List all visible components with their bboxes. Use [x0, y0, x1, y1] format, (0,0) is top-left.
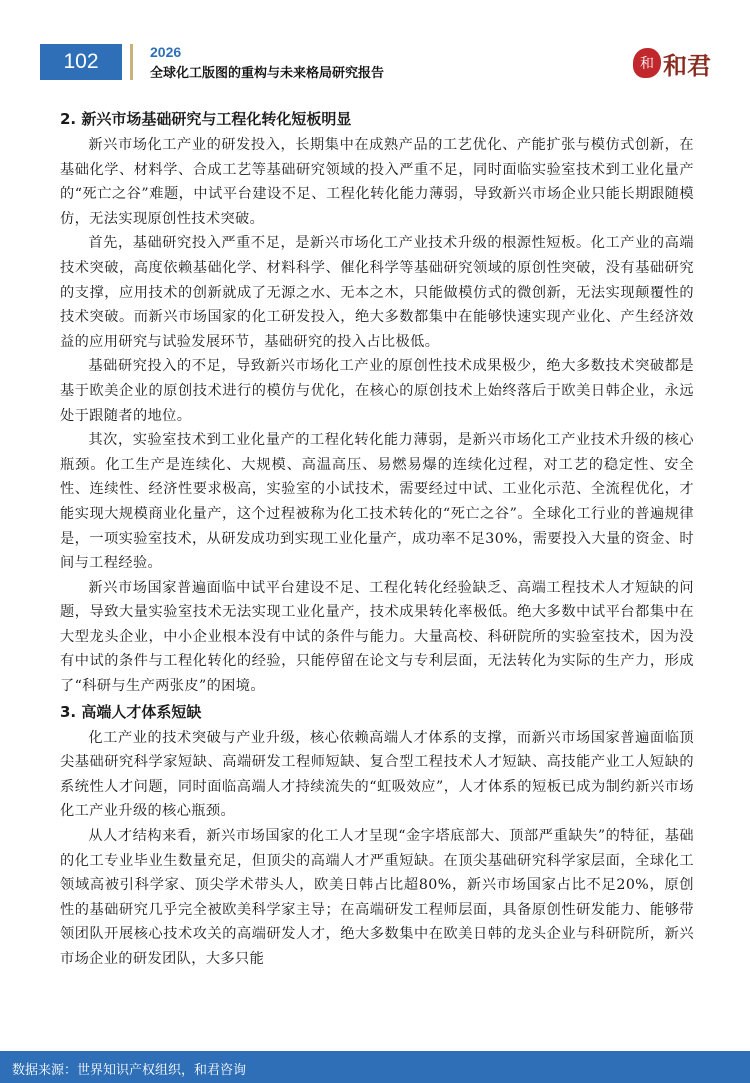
section-2-paragraph: 其次，实验室技术到工业化量产的工程化转化能力薄弱，是新兴市场化工产业技术升级的核心瓶颈。化工生产是连续化、大规模、高温高压、易燃易爆的连续化过程，对工艺的稳定性、安全性、连续性、经济性要求极高，实验室的小试技术，需要经过中试、工业化示范、全流程优化，才能实现大规模商业化量产，这个过程被称为化工技术转化的“死亡之谷”。全球化工行业的普遍规律是，一项实验室技术，从研发成功到实现工业化量产，成功率不足30%，需要投入大量的资金、时间与工程经验。	[60, 432, 694, 572]
logo-text: 和君	[663, 51, 711, 80]
section-2-paragraph: 新兴市场国家普遍面临中试平台建设不足、工程化转化经验缺乏、高端工程技术人才短缺的问题，导致大量实验室技术无法实现工业化量产，技术成果转化率极低。绝大多数中试平台都集中在大型龙头企业，中小企业根本没有中试的条件与能力。大量高校、科研院所的实验室技术，因为没有中试的条件与工程化转化的经验，只能停留在论文与专利层面，无法转化为实际的生产力，形成了“科研与生产两张皮”的困境。	[60, 579, 694, 695]
section-3-paragraph: 从人才结构来看，新兴市场国家的化工人才呈现“金字塔底部大、顶部严重缺失”的特征，基础的化工专业毕业生数量充足，但顶尖的高端人才严重短缺。在顶尖基础研究科学家层面，全球化工领域高被引科学家、顶尖学术带头人，欧美日韩占比超80%，新兴市场国家占比不足20%，原创性的基础研究几乎完全被欧美科学家主导；在高端研发工程师层面，具备原创性研发能力、能够带领团队开展核心技术攻关的高端研发人才，绝大多数集中在欧美日韩的龙头企业与科研院所，新兴市场企业的研发团队，大多只能	[60, 828, 694, 967]
main-content	[60, 106, 694, 972]
page-number: 102	[40, 44, 122, 80]
section-3-heading: 3. 高端人才体系短缺	[60, 702, 202, 721]
section-2-paragraph: 新兴市场化工产业的研发投入，长期集中在成熟产品的工艺优化、产能扩张与模仿式创新，在基础化学、材料学、合成工艺等基础研究领域的投入严重不足，同时面临实验室技术到工业化量产的“死亡之谷”难题，中试平台建设不足、工程化转化能力薄弱，导致新兴市场企业只能长期跟随模仿，无法实现原创性技术突破。	[60, 137, 694, 227]
section-3-paragraph: 化工产业的技术突破与产业升级，核心依赖高端人才体系的支撑，而新兴市场国家普遍面临顶尖基础研究科学家短缺、高端研发工程师短缺、复合型工程技术人才短缺、高技能产业工人短缺的系统性人才问题，同时面临高端人才持续流失的“虹吸效应”，人才体系的短板已成为制约新兴市场化工产业升级的核心瓶颈。	[60, 729, 694, 820]
data-source: 数据来源：世界知识产权组织，和君咨询	[12, 1063, 247, 1078]
section-2-paragraph: 首先，基础研究投入严重不足，是新兴市场化工产业技术升级的根源性短板。化工产业的高端技术突破，高度依赖基础化学、材料科学、催化科学等基础研究领域的原创性突破，没有基础研究的支撑，应用技术的创新就成了无源之水、无本之木，只能做模仿式的微创新，无法实现颠覆性的技术突破。而新兴市场国家的化工研发投入，绝大多数都集中在能够快速实现产业化、产生经济效益的应用研究与试验发展环节，基础研究的投入占比极低。	[60, 235, 694, 350]
section-2-heading: 2. 新兴市场基础研究与工程化转化短板明显	[60, 110, 352, 128]
page-header	[0, 0, 750, 100]
logo-seal-icon: 和	[633, 48, 661, 78]
page-footer	[0, 1051, 750, 1083]
hejun-logo	[633, 46, 725, 82]
header-divider	[130, 44, 133, 80]
report-title: 全球化工版图的重构与未来格局研究报告	[150, 66, 385, 81]
section-2-paragraph: 基础研究投入的不足，导致新兴市场化工产业的原创性技术成果极少，绝大多数技术突破都是基于欧美企业的原创技术进行的模仿与优化，在核心的原创技术上始终落后于欧美日韩企业，永远处于跟随者的地位。	[60, 358, 694, 424]
report-year: 2026	[150, 44, 182, 60]
